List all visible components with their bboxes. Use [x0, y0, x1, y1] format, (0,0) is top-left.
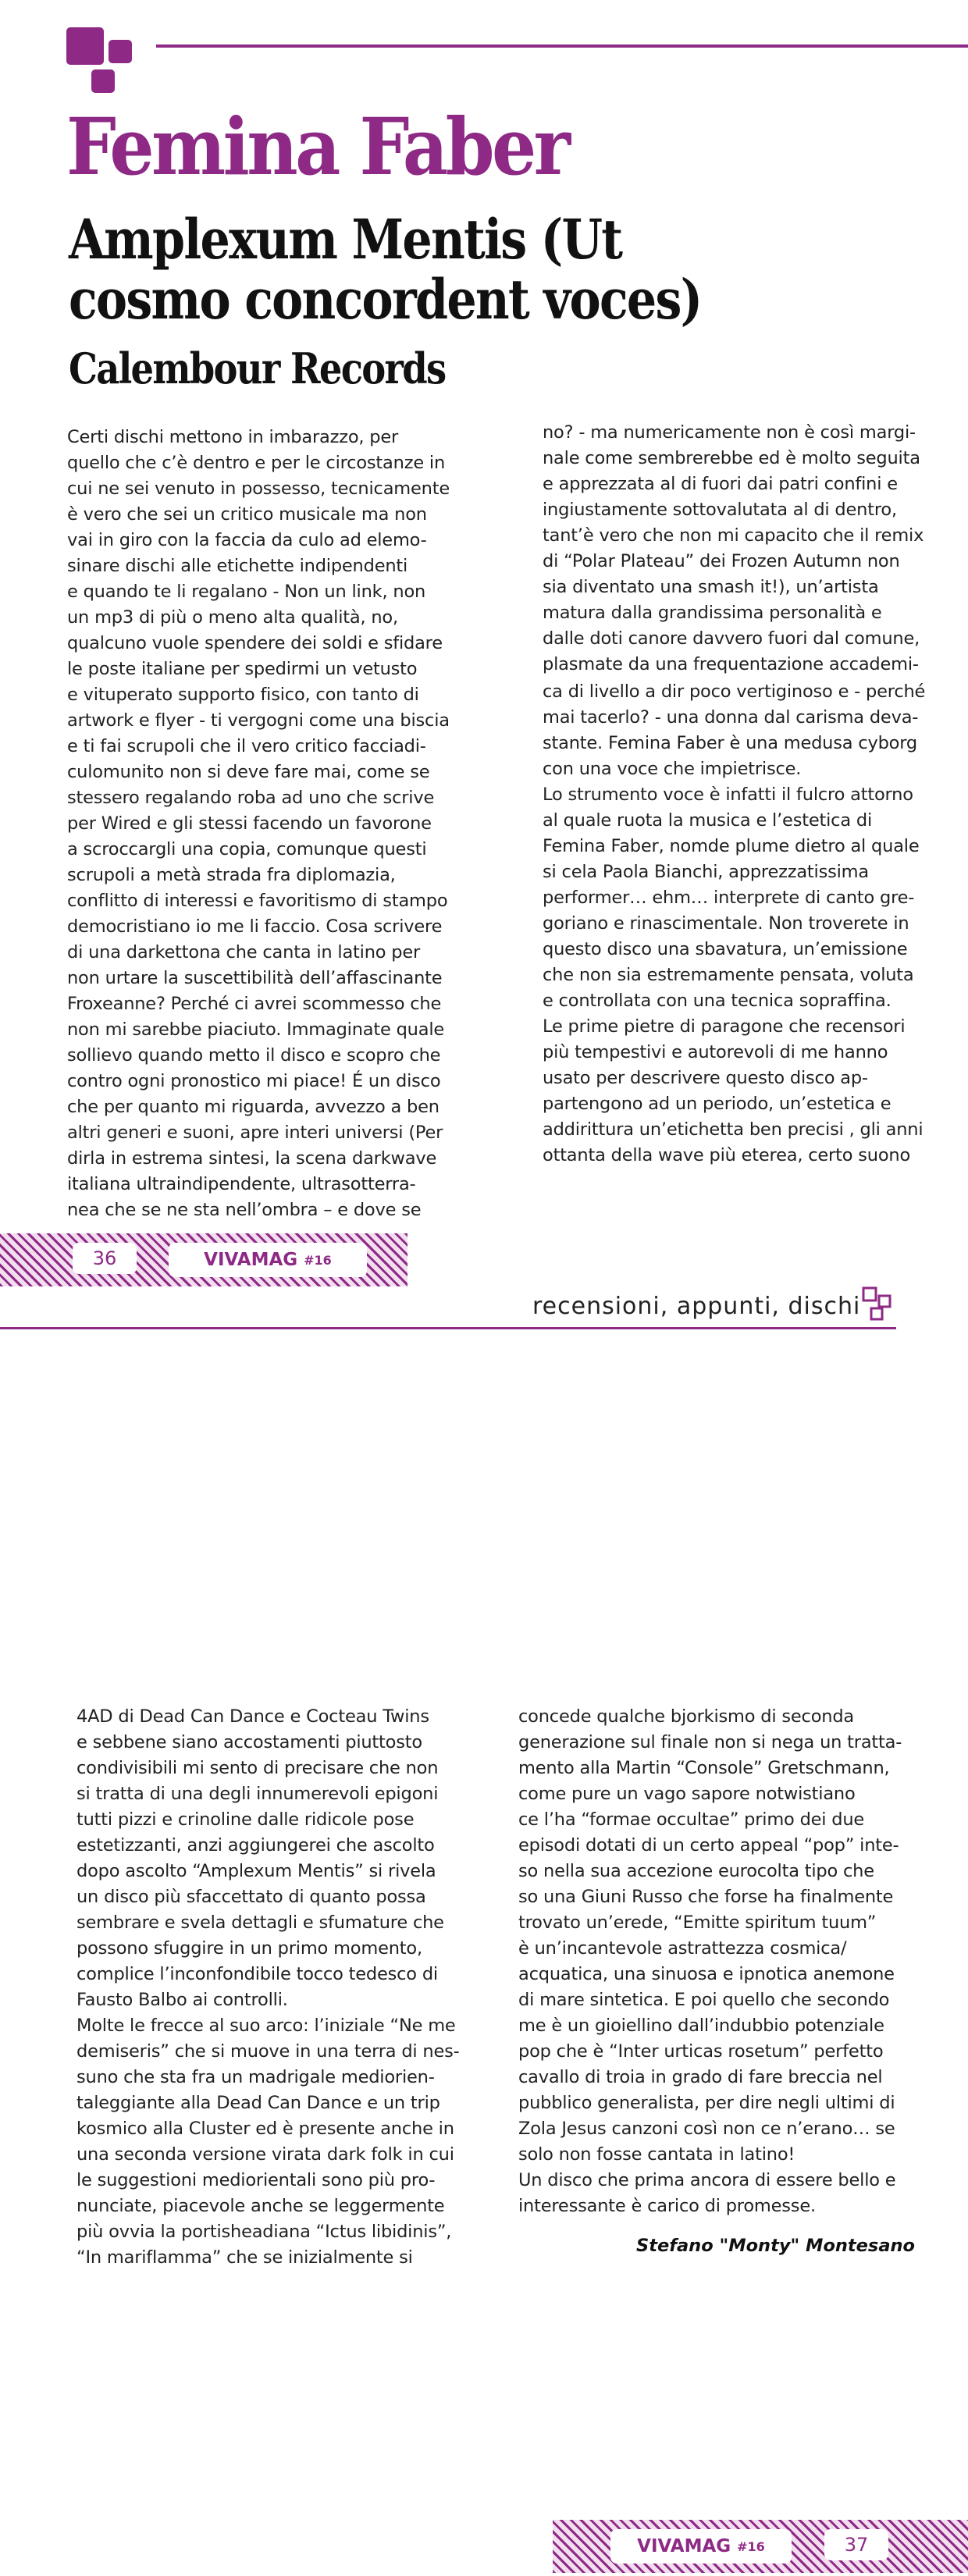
text-line: generazione sul finale non si nega un tratta- [518, 1732, 902, 1752]
text-line: conflitto di interessi e favoritismo di stampo [67, 891, 448, 911]
text-line: è un’incantevole astrattezza cosmica/ [518, 1938, 847, 1959]
text-line: più ovvia la portisheadiana “Ictus libidinis”, [77, 2222, 452, 2242]
text-line: pop che è “Inter urticas rosetum” perfetto [518, 2041, 884, 2062]
text-line: di mare sintetica. E poi quello che secondo [518, 1990, 890, 2010]
text-line: ottanta della wave più eterea, certo suono [543, 1145, 911, 1165]
issue-number: #16 [304, 1252, 332, 1268]
text-line: trovato un’erede, “Emitte spiritum tuum” [518, 1912, 877, 1933]
page37-column-left [77, 1704, 482, 2271]
header-rule [156, 44, 968, 48]
text-line: complice l’inconfondibile tocco tedesco di [77, 1964, 438, 1984]
text-line: ce l’ha “formae occultae” primo dei due [518, 1809, 865, 1830]
text-line: tutti pizzi e crinoline dalle ridicole pose [77, 1809, 415, 1830]
text-line: Un disco che prima ancora di essere bello e [518, 2170, 896, 2190]
text-line: e vituperato supporto fisico, con tanto di [67, 685, 419, 705]
text-line: con una voce che impietrisce. [543, 759, 802, 779]
text-line: Fausto Balbo ai controlli. [77, 1990, 288, 2010]
page36-column-right-bottom [543, 679, 948, 1169]
text-line: scrupoli a metà strada fra diplomazia, [67, 865, 396, 885]
text-line: sinare dischi alle etichette indipendenti [67, 556, 408, 576]
text-line: altri generi e suoni, apre interi universi (Per [67, 1123, 443, 1143]
text-line: so una Giuni Russo che forse ha finalmente [518, 1887, 894, 1907]
text-line: contro ogni pronostico mi piace! É un disco [67, 1071, 441, 1091]
text-line: per Wired e gli stessi facendo un favorone [67, 813, 432, 834]
page36-number: 36 [73, 1243, 137, 1274]
text-line: cui ne sei venuto in possesso, tecnicamente [67, 479, 450, 499]
text-line: che per quanto mi riguarda, avvezzo a ben [67, 1097, 440, 1117]
page36-magazine-badge [169, 1243, 367, 1277]
text-line: partengono ad un periodo, un’estetica e [543, 1094, 891, 1114]
text-line: nunciate, piacevole anche se leggermente [77, 2196, 445, 2216]
text-line: Femina Faber, nomde plume dietro al quale [543, 836, 920, 856]
text-line: più tempestivi e autorevoli di me hanno [543, 1042, 888, 1062]
text-line: “In mariflamma” che se inizialmente si [77, 2247, 413, 2268]
text-line: pubblico generalista, per dire negli ultimi di [518, 2093, 895, 2113]
text-line: kosmico alla Cluster ed è presente anche in [77, 2119, 454, 2139]
text-line: ingiustamente sottovalutata al di dentro, [543, 500, 897, 520]
text-line: nale come sembrerebbe ed è molto seguita [543, 448, 920, 468]
text-line: mai tacerlo? - una donna dal carisma deva- [543, 707, 919, 728]
text-line: stessero regalando roba ad uno che scrive [67, 788, 435, 808]
text-line: performer… ehm… interprete di canto gre- [543, 888, 915, 908]
text-line: so nella sua accezione eurocolta tipo che [518, 1861, 874, 1881]
text-line: si tratta di una degli innumerevoli epigoni [77, 1784, 439, 1804]
text-line: le suggestioni mediorientali sono più pro- [77, 2170, 436, 2190]
magazine-name: VIVAMAG [637, 2536, 731, 2556]
text-line: cavallo di troia in grado di fare breccia nel [518, 2067, 883, 2087]
text-line: plasmate da una frequentazione accademi- [543, 654, 919, 674]
text-line: Certi dischi mettono in imbarazzo, per [67, 427, 399, 447]
magazine-name: VIVAMAG [204, 1250, 298, 1270]
text-line: tant’è vero che non mi capacito che il remix [543, 525, 924, 546]
article-author: Stefano "Monty" Montesano [635, 2236, 915, 2256]
text-line: suno che sta fra un madrigale mediorien- [77, 2067, 435, 2087]
page37-number: 37 [824, 2529, 888, 2560]
text-line: a scroccargli una copia, comunque questi [67, 839, 427, 859]
magazine-logo-icon [66, 27, 144, 105]
text-line: dopo ascolto “Amplexum Mentis” si rivela [77, 1861, 436, 1881]
text-line: addirittura un’etichetta ben precisi , gli anni [543, 1119, 924, 1140]
text-line: al quale ruota la musica e l’estetica di [543, 810, 873, 831]
text-line: demiseris” che si muove in una terra di nes- [77, 2041, 460, 2062]
text-line: usato per descrivere questo disco ap- [543, 1068, 868, 1088]
text-line: matura dalla grandissima personalità e [543, 603, 882, 623]
text-line: goriano e rinascimentale. Non troverete in [543, 913, 909, 934]
text-line: una seconda versione virata dark folk in cui [77, 2144, 454, 2165]
text-line: Lo strumento voce è infatti il fulcro attorno [543, 785, 913, 805]
page36-column-left [67, 425, 473, 1223]
text-line: che non sia estremamente pensata, voluta [543, 965, 914, 985]
text-line: e controllata con una tecnica sopraffina. [543, 991, 891, 1011]
text-line: sollievo quando metto il disco e scopro che [67, 1045, 441, 1066]
text-line: dirla in estrema sintesi, la scena darkwave [67, 1148, 437, 1169]
section-label: recensioni, appunti, dischi [532, 1293, 861, 1320]
text-line: democristiano io me li faccio. Cosa scrivere [67, 916, 443, 937]
text-line: solo non fosse cantata in latino! [518, 2144, 795, 2165]
text-line: ca di livello a dir poco vertiginoso e - perché [543, 681, 926, 702]
issue-number: #16 [737, 2539, 765, 2554]
text-line: le poste italiane per spedirmi un vetusto [67, 659, 418, 679]
page37-magazine-badge [610, 2529, 792, 2564]
text-line: acquatica, una sinuosa e ipnotica anemone [518, 1964, 895, 1984]
text-line: condivisibili mi sento di precisare che non [77, 1758, 439, 1778]
text-line: Froxeanne? Perché ci avrei scommesso che [67, 994, 442, 1014]
text-line: me è un gioiellino dall’indubbio potenziale [518, 2016, 884, 2036]
text-line: nea che se ne sta nell’ombra – e dove se [67, 1200, 422, 1220]
text-line: interessante è carico di promesse. [518, 2196, 816, 2216]
text-line: dalle doti canore davvero fuori dal comune, [543, 628, 920, 649]
text-line: artwork e flyer - ti vergogni come una biscia [67, 710, 450, 731]
text-line: sia diventato una smash it!), un’artista [543, 577, 879, 597]
text-line: qualcuno vuole spendere dei soldi e sfidare [67, 633, 443, 653]
text-line: questo disco una sbavatura, un’emissione [543, 939, 908, 959]
text-line: e ti fai scrupoli che il vero critico facciadi- [67, 736, 426, 756]
page37-column-right [518, 1704, 924, 2219]
text-line: di una darkettona che canta in latino per [67, 942, 421, 962]
album-title: Amplexum Mentis (Ut cosmo concordent voces) [69, 207, 702, 332]
text-line: vai in giro con la faccia da culo ad elemo- [67, 530, 427, 550]
section-rule [0, 1327, 896, 1329]
text-line: di “Polar Plateau” dei Frozen Autumn non [543, 551, 900, 571]
text-line: come pure un vago sapore notwistiano [518, 1784, 856, 1804]
text-line: taleggiante alla Dead Can Dance e un trip [77, 2093, 440, 2113]
text-line: italiana ultraindipendente, ultrasotterra- [67, 1174, 416, 1194]
text-line: Zola Jesus canzoni così non ce n’erano… se [518, 2119, 895, 2139]
text-line: culomunito non si deve fare mai, come se [67, 762, 430, 782]
text-line: 4AD di Dead Can Dance e Cocteau Twins [77, 1706, 429, 1727]
text-line: concede qualche bjorkismo di seconda [518, 1706, 855, 1727]
text-line: mento alla Martin “Console” Gretschmann, [518, 1758, 890, 1778]
section-squares-icon [860, 1286, 896, 1322]
text-line: un mp3 di più o meno alta qualità, no, [67, 607, 398, 628]
text-line: Le prime pietre di paragone che recensori [543, 1016, 906, 1037]
text-line: si cela Paola Bianchi, apprezzatissima [543, 862, 869, 882]
text-line: no? - ma numericamente non è così margi- [543, 422, 916, 443]
text-line: sembrare e svela dettagli e sfumature che [77, 1912, 444, 1933]
text-line: è vero che sei un critico musicale ma non [67, 504, 427, 525]
record-label: Calembour Records [69, 343, 446, 393]
text-line: possono sfuggire in un primo momento, [77, 1938, 422, 1959]
text-line: e apprezzata al di fuori dai patri confini e [543, 474, 898, 494]
text-line: non urtare la suscettibilità dell’affascinante [67, 968, 443, 988]
text-line: un disco più sfaccettato di quanto possa [77, 1887, 426, 1907]
text-line: e quando te li regalano - Non un link, non [67, 582, 426, 602]
text-line: episodi dotati di un certo appeal “pop” inte- [518, 1835, 899, 1856]
text-line: non mi sarebbe piaciuto. Immaginate quale [67, 1019, 445, 1040]
text-line: estetizzanti, anzi aggiungerei che ascolto [77, 1835, 435, 1856]
text-line: Molte le frecce al suo arco: l’iniziale “Ne me [77, 2016, 456, 2036]
text-line: quello che c’è dentro e per le circostanze in [67, 453, 446, 473]
page36-column-right-top [543, 420, 948, 678]
text-line: e sebbene siano accostamenti piuttosto [77, 1732, 422, 1752]
article-title: Femina Faber [66, 101, 568, 193]
text-line: stante. Femina Faber è una medusa cyborg [543, 733, 917, 753]
